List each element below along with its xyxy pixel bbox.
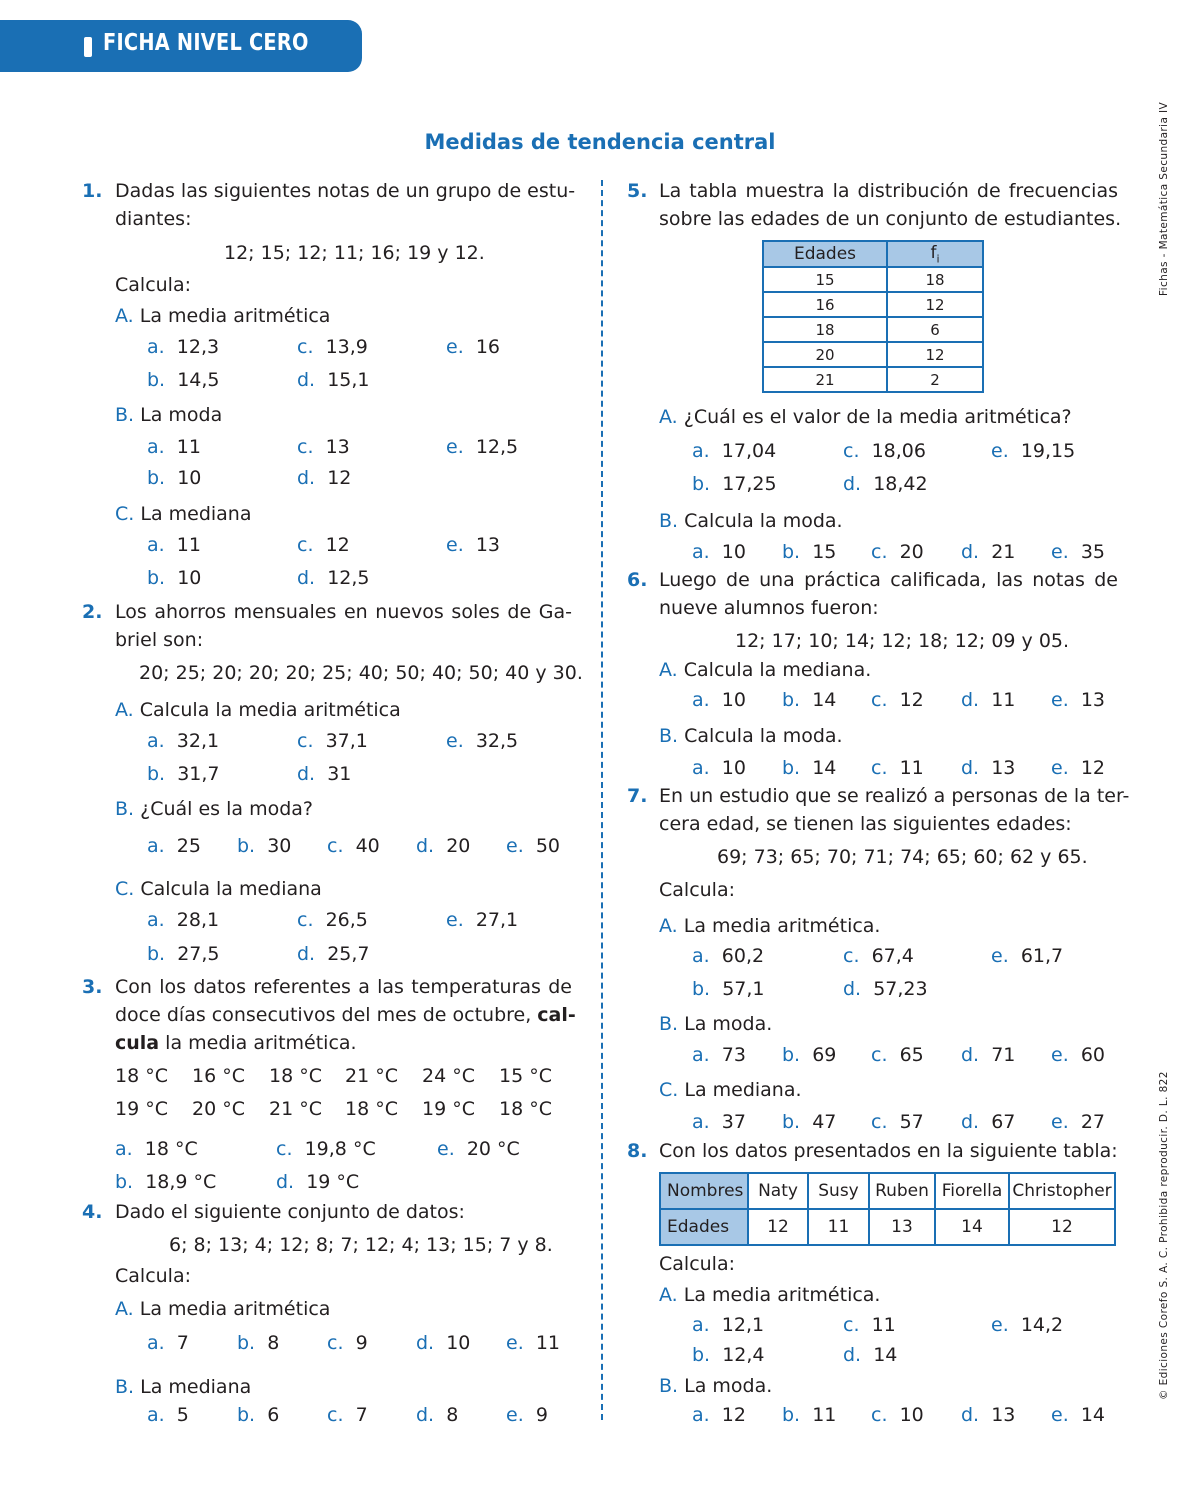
q7-A-c: c. 67,4 xyxy=(843,945,914,967)
q1-C-c: c. 12 xyxy=(297,534,350,556)
q7-C-e: e. 27 xyxy=(1051,1111,1106,1133)
q3-c: c. 19,8 °C xyxy=(276,1138,376,1160)
q7-A-e: e. 61,7 xyxy=(991,945,1064,967)
column-divider xyxy=(601,180,603,1420)
q4-A-a: a. 7 xyxy=(147,1332,189,1354)
q2-data: 20; 25; 20; 20; 20; 25; 40; 50; 40; 50; 40 y 30. xyxy=(139,662,583,684)
q8-A: A. La media aritmética. xyxy=(659,1284,881,1306)
q7-A: A. La media aritmética. xyxy=(659,915,881,937)
q5-text-2: sobre las edades de un conjunto de estudiantes. xyxy=(659,208,1122,230)
q1-B-b: b. 10 xyxy=(147,467,202,489)
q4-B-a: a. 5 xyxy=(147,1404,189,1426)
q7-C-c: c. 57 xyxy=(871,1111,924,1133)
q8-text: Con los datos presentados en la siguiente tabla: xyxy=(659,1140,1118,1162)
q2-A-e: e. 32,5 xyxy=(446,730,519,752)
q2-C-b: b. 27,5 xyxy=(147,943,220,965)
q1-text: Dadas las siguientes notas de un grupo de estu- xyxy=(115,180,576,202)
q4-text: Dado el siguiente conjunto de datos: xyxy=(115,1201,465,1223)
q1-A-b: b. 14,5 xyxy=(147,369,220,391)
q8-A-e: e. 14,2 xyxy=(991,1314,1064,1336)
q1-A-c: c. 13,9 xyxy=(297,336,368,358)
q7-C-a: a. 37 xyxy=(692,1111,746,1133)
q6-B-e: e. 12 xyxy=(1051,757,1106,779)
q2-A-c: c. 37,1 xyxy=(297,730,368,752)
page-title: Medidas de tendencia central xyxy=(424,130,776,154)
q7-text-2: cera edad, se tienen las siguientes edades: xyxy=(659,813,1072,835)
q5-text: La tabla muestra la distribución de frecuencias xyxy=(659,180,1118,202)
q2-text-2: briel son: xyxy=(115,629,204,651)
q5-B: B. Calcula la moda. xyxy=(659,510,843,532)
q5-B-d: d. 21 xyxy=(961,541,1016,563)
side-text-bottom: © Ediciones Corefo S. A. C. Prohibida reproducir. D. L. 822 xyxy=(1158,1071,1170,1400)
q1-B-d: d. 12 xyxy=(297,467,352,489)
q1-A: A. La media aritmética xyxy=(115,305,331,327)
q7-A-d: d. 57,23 xyxy=(843,978,928,1000)
q1-B-a: a. 11 xyxy=(147,436,201,458)
q6-number: 6. xyxy=(627,569,648,591)
q6-text-2: nueve alumnos fueron: xyxy=(659,597,879,619)
q8-A-c: c. 11 xyxy=(843,1314,896,1336)
q6-A-d: d. 11 xyxy=(961,689,1016,711)
q6-B-c: c. 11 xyxy=(871,757,924,779)
q4-A-b: b. 8 xyxy=(237,1332,280,1354)
q2-number: 2. xyxy=(82,601,103,623)
q8-calcula: Calcula: xyxy=(659,1253,736,1275)
q7-B-b: b. 69 xyxy=(782,1044,837,1066)
q2-B-c: c. 40 xyxy=(327,835,380,857)
q3-a: a. 18 °C xyxy=(115,1138,198,1160)
q5-A: A. ¿Cuál es el valor de la media aritmética? xyxy=(659,406,1072,428)
q3-d: d. 19 °C xyxy=(276,1171,360,1193)
q8-B-b: b. 11 xyxy=(782,1404,837,1426)
q3-text-2: doce días consecutivos del mes de octubre, cal- xyxy=(115,1004,576,1026)
q6-data: 12; 17; 10; 14; 12; 18; 12; 09 y 05. xyxy=(735,630,1070,652)
table-row: Nombres Naty Susy Ruben Fiorella Christopher xyxy=(660,1173,1115,1209)
q4-B-e: e. 9 xyxy=(506,1404,548,1426)
q6-A-a: a. 10 xyxy=(692,689,746,711)
q1-C-a: a. 11 xyxy=(147,534,201,556)
q2-B-d: d. 20 xyxy=(416,835,471,857)
ages-header: Edades xyxy=(660,1209,748,1245)
q1-number: 1. xyxy=(82,180,103,202)
q5-A-b: b. 17,25 xyxy=(692,473,777,495)
q8-A-b: b. 12,4 xyxy=(692,1344,765,1366)
q8-B-d: d. 13 xyxy=(961,1404,1016,1426)
q4-A-d: d. 10 xyxy=(416,1332,471,1354)
banner-bar-icon xyxy=(84,37,92,57)
q6-A-c: c. 12 xyxy=(871,689,924,711)
q8-A-d: d. 14 xyxy=(843,1344,898,1366)
frequency-table xyxy=(762,240,984,393)
q6-A: A. Calcula la mediana. xyxy=(659,659,872,681)
q4-calcula: Calcula: xyxy=(115,1265,192,1287)
q7-B-c: c. 65 xyxy=(871,1044,924,1066)
q8-B: B. La moda. xyxy=(659,1375,773,1397)
q5-A-a: a. 17,04 xyxy=(692,440,777,462)
freq-header-edades: Edades xyxy=(763,241,887,267)
header-title: FICHA NIVEL CERO xyxy=(103,30,309,56)
q2-C-a: a. 28,1 xyxy=(147,909,220,931)
q8-B-a: a. 12 xyxy=(692,1404,746,1426)
q6-B: B. Calcula la moda. xyxy=(659,725,843,747)
q2-B-a: a. 25 xyxy=(147,835,201,857)
q8-number: 8. xyxy=(627,1140,648,1162)
q7-C: C. La mediana. xyxy=(659,1079,802,1101)
q7-text: En un estudio que se realizó a personas de la ter- xyxy=(659,785,1130,807)
q6-B-a: a. 10 xyxy=(692,757,746,779)
table-row: 16 12 xyxy=(763,292,983,317)
q3-b: b. 18,9 °C xyxy=(115,1171,217,1193)
q1-B: B. La moda xyxy=(115,404,223,426)
q3-text-3: cula la media aritmética. xyxy=(115,1032,357,1054)
q4-B-c: c. 7 xyxy=(327,1404,368,1426)
q4-A-c: c. 9 xyxy=(327,1332,368,1354)
q1-calcula: Calcula: xyxy=(115,274,192,296)
q7-B-a: a. 73 xyxy=(692,1044,746,1066)
q1-C-d: d. 12,5 xyxy=(297,567,370,589)
q7-B-e: e. 60 xyxy=(1051,1044,1106,1066)
q2-C-c: c. 26,5 xyxy=(297,909,368,931)
q1-C: C. La mediana xyxy=(115,503,252,525)
q3-e: e. 20 °C xyxy=(437,1138,520,1160)
q6-A-e: e. 13 xyxy=(1051,689,1106,711)
q6-A-b: b. 14 xyxy=(782,689,837,711)
q1-C-b: b. 10 xyxy=(147,567,202,589)
q1-A-a: a. 12,3 xyxy=(147,336,220,358)
q3-number: 3. xyxy=(82,976,103,998)
q6-B-b: b. 14 xyxy=(782,757,837,779)
q1-B-e: e. 12,5 xyxy=(446,436,519,458)
q7-A-a: a. 60,2 xyxy=(692,945,765,967)
q1-A-e: e. 16 xyxy=(446,336,501,358)
q2-B-e: e. 50 xyxy=(506,835,561,857)
q1-C-e: e. 13 xyxy=(446,534,501,556)
q4-data: 6; 8; 13; 4; 12; 8; 7; 12; 4; 13; 15; 7 y 8. xyxy=(169,1234,553,1256)
q2-C-e: e. 27,1 xyxy=(446,909,519,931)
table-row: Edades 12 11 13 14 12 xyxy=(660,1209,1115,1245)
q1-B-c: c. 13 xyxy=(297,436,350,458)
freq-header-fi: $f_i$ xyxy=(887,241,983,267)
q2-C-d: d. 25,7 xyxy=(297,943,370,965)
names-header: Nombres xyxy=(660,1173,748,1209)
q1-A-d: d. 15,1 xyxy=(297,369,370,391)
q7-B-d: d. 71 xyxy=(961,1044,1016,1066)
table-row: 18 6 xyxy=(763,317,983,342)
q5-B-e: e. 35 xyxy=(1051,541,1106,563)
q3-text: Con los datos referentes a las temperaturas de xyxy=(115,976,572,998)
table-row: 15 18 xyxy=(763,267,983,292)
q7-C-b: b. 47 xyxy=(782,1111,837,1133)
q2-B-b: b. 30 xyxy=(237,835,292,857)
q7-C-d: d. 67 xyxy=(961,1111,1016,1133)
q2-B: B. ¿Cuál es la moda? xyxy=(115,798,313,820)
q7-calcula: Calcula: xyxy=(659,879,736,901)
q4-B-b: b. 6 xyxy=(237,1404,280,1426)
q7-A-b: b. 57,1 xyxy=(692,978,765,1000)
q4-A: A. La media aritmética xyxy=(115,1298,331,1320)
q2-A: A. Calcula la media aritmética xyxy=(115,699,401,721)
side-text-top: Fichas - Matemática Secundaria IV xyxy=(1158,101,1170,296)
q5-A-d: d. 18,42 xyxy=(843,473,928,495)
table-row: 20 12 xyxy=(763,342,983,367)
q5-A-e: e. 19,15 xyxy=(991,440,1076,462)
q4-A-e: e. 11 xyxy=(506,1332,561,1354)
q2-text: Los ahorros mensuales en nuevos soles de Ga- xyxy=(115,601,572,623)
q7-B: B. La moda. xyxy=(659,1013,773,1035)
q7-number: 7. xyxy=(627,785,648,807)
q6-B-d: d. 13 xyxy=(961,757,1016,779)
q7-data: 69; 73; 65; 70; 71; 74; 65; 60; 62 y 65. xyxy=(717,846,1088,868)
q2-C: C. Calcula la mediana xyxy=(115,878,322,900)
q6-text: Luego de una práctica calificada, las notas de xyxy=(659,569,1118,591)
q5-B-a: a. 10 xyxy=(692,541,746,563)
q5-number: 5. xyxy=(627,180,648,202)
q5-A-c: c. 18,06 xyxy=(843,440,926,462)
q4-B-d: d. 8 xyxy=(416,1404,459,1426)
q2-A-b: b. 31,7 xyxy=(147,763,220,785)
q2-A-a: a. 32,1 xyxy=(147,730,220,752)
q2-A-d: d. 31 xyxy=(297,763,352,785)
names-table xyxy=(659,1172,1116,1246)
table-row: 21 2 xyxy=(763,367,983,392)
q4-B: B. La mediana xyxy=(115,1376,252,1398)
q5-B-c: c. 20 xyxy=(871,541,924,563)
q4-number: 4. xyxy=(82,1201,103,1223)
q5-B-b: b. 15 xyxy=(782,541,837,563)
q8-A-a: a. 12,1 xyxy=(692,1314,765,1336)
q1-text-2: diantes: xyxy=(115,208,192,230)
q8-B-e: e. 14 xyxy=(1051,1404,1106,1426)
q8-B-c: c. 10 xyxy=(871,1404,924,1426)
q1-data: 12; 15; 12; 11; 16; 19 y 12. xyxy=(224,242,485,264)
